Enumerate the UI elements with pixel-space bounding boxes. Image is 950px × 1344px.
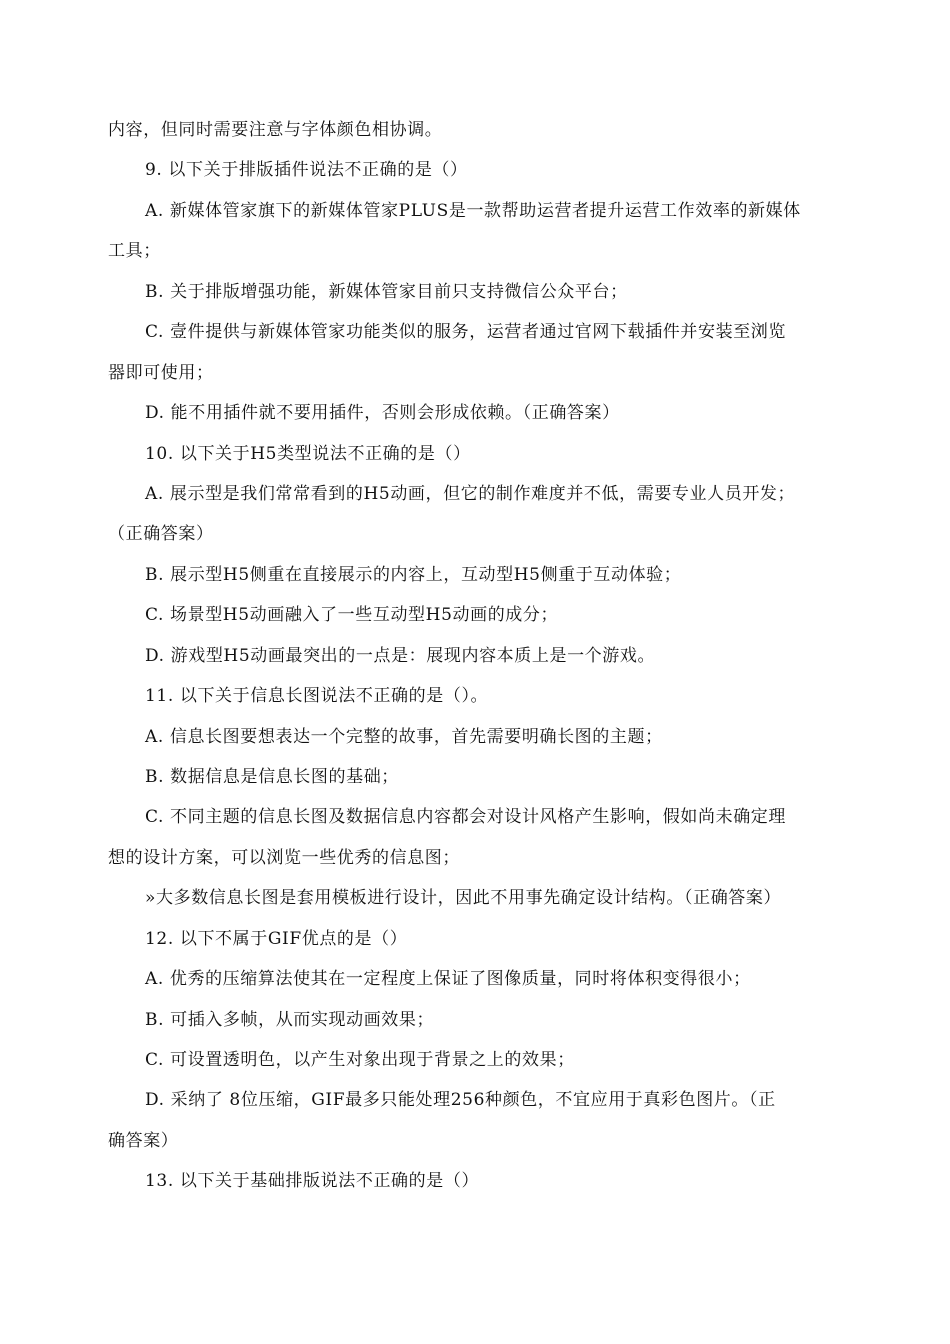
option-a: A. 展示型是我们常常看到的H5动画，但它的制作难度并不低，需要专业人员开发； xyxy=(145,484,796,504)
question-9: 9. 以下关于排版插件说法不正确的是（） xyxy=(145,160,468,180)
question-13: 13. 以下关于基础排版说法不正确的是（） xyxy=(145,1171,480,1191)
option-c: C. 可设置透明色，以产生对象出现于背景之上的效果； xyxy=(145,1050,575,1070)
option-b: B. 可插入多帧，从而实现动画效果； xyxy=(145,1010,435,1030)
option-a: A. 优秀的压缩算法使其在一定程度上保证了图像质量，同时将体积变得很小； xyxy=(145,969,751,989)
option-b: B. 展示型H5侧重在直接展示的内容上，互动型H5侧重于互动体验； xyxy=(145,565,682,585)
option-c: C. 壹件提供与新媒体管家功能类似的服务，运营者通过官网下载插件并安装至浏览 xyxy=(145,322,787,342)
option-d: D. 游戏型H5动画最突出的一点是：展现内容本质上是一个游戏。 xyxy=(145,646,656,666)
option-a: A. 新媒体管家旗下的新媒体管家PLUS是一款帮助运营者提升运营工作效率的新媒体 xyxy=(145,201,801,221)
option-c: C. 场景型H5动画融入了一些互动型H5动画的成分； xyxy=(145,605,559,625)
text-line: 工具； xyxy=(108,241,161,261)
option-d: »大多数信息长图是套用模板进行设计，因此不用事先确定设计结构。（正确答案） xyxy=(145,888,782,908)
text-line: 想的设计方案，可以浏览一些优秀的信息图； xyxy=(108,848,460,868)
option-b: B. 关于排版增强功能，新媒体管家目前只支持微信公众平台； xyxy=(145,282,628,302)
text-line: 器即可使用； xyxy=(108,363,214,383)
option-a: A. 信息长图要想表达一个完整的故事，首先需要明确长图的主题； xyxy=(145,727,663,747)
option-b: B. 数据信息是信息长图的基础； xyxy=(145,767,399,787)
option-c: C. 不同主题的信息长图及数据信息内容都会对设计风格产生影响，假如尚未确定理 xyxy=(145,807,787,827)
question-12: 12. 以下不属于GIF优点的是（） xyxy=(145,929,408,949)
text-line: 确答案） xyxy=(108,1131,179,1151)
option-d: D. 采纳了 8位压缩，GIF最多只能处理256种颜色，不宜应用于真彩色图片。（正 xyxy=(145,1090,776,1110)
option-d: D. 能不用插件就不要用插件，否则会形成依赖。（正确答案） xyxy=(145,403,620,423)
question-10: 10. 以下关于H5类型说法不正确的是（） xyxy=(145,444,471,464)
question-11: 11. 以下关于信息长图说法不正确的是（）。 xyxy=(145,686,489,706)
text-line: 内容，但同时需要注意与字体颜色相协调。 xyxy=(108,120,443,140)
text-line: （正确答案） xyxy=(108,524,214,544)
